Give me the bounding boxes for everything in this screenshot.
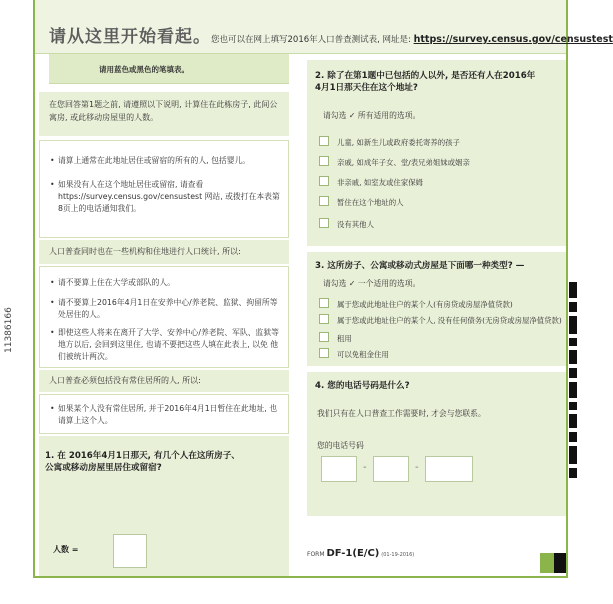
bullet-dot: • <box>50 328 55 337</box>
checkbox[interactable] <box>319 136 329 146</box>
checkbox[interactable] <box>319 332 329 342</box>
question-4-text: 您的电话号码是什么? <box>327 381 410 391</box>
form-prefix: FORM <box>307 551 325 558</box>
intro-text: 在您回答第1题之前, 请遵照以下说明, 计算住在此栋房子, 此间公寓房, 或此移动房屋里的人数。 <box>49 100 278 122</box>
list-item: • 请算上通常在此地址居住或留宿的所有的人, 包括婴儿。 <box>50 156 251 165</box>
institutions-list <box>39 266 289 368</box>
phone-separator: - <box>415 462 419 473</box>
question-2: 2. 除了在第1题中已包括的人以外, 是否还有人在2016年4月1日那天住在这个地址? 请勾选 ✓ 所有适用的选项。 儿童, 如新生儿或政府委托寄养的孩子 亲戚, 如成年子女、堂/表兄弟姐妹或姻亲 非亲戚, 如室友或住家保姆 暂住在这个地址的人 没有其他人 <box>307 60 566 246</box>
people-count-label: 人数 = <box>53 545 79 554</box>
pen-instruction: 请用蓝色或黑色的笔填表。 <box>99 65 189 74</box>
census-url-link[interactable]: https://survey.census.gov/censustest <box>413 34 613 45</box>
phone-area-code-input[interactable] <box>321 456 357 482</box>
question-1 <box>39 436 289 576</box>
people-count-input[interactable] <box>113 534 147 568</box>
right-column <box>307 60 566 574</box>
bullet-dot: • <box>50 404 55 413</box>
checkbox[interactable] <box>319 176 329 186</box>
list-item: • 请不要算上2016年4月1日在安养中心/养老院、监狱、拘留所等处居住的人。 <box>50 298 278 319</box>
list-item: • 请不要算上住在大学或部队的人。 <box>50 278 175 287</box>
bullet-dot: • <box>50 180 55 189</box>
question-4 <box>307 372 566 516</box>
barcode-bar <box>569 402 577 410</box>
no-home-intro: 人口普查必须包括没有常住居所的人, 所以: <box>49 376 201 385</box>
checkbox[interactable] <box>319 196 329 206</box>
form-date: (01-19-2016) <box>381 552 415 558</box>
barcode-bar <box>569 382 577 398</box>
question-1-text: 在 2016年4月1日那天, 有几个人在这所房子、公寓或移动房屋里居住或留宿? <box>45 451 240 473</box>
corner-black-mark <box>554 553 566 573</box>
barcode-bar <box>569 432 577 442</box>
checkbox[interactable] <box>319 218 329 228</box>
question-1-title <box>45 450 245 474</box>
side-id-text: 11386166 <box>4 307 14 353</box>
question-2-instruction: 请勾选 ✓ 所有适用的选项。 <box>323 111 421 120</box>
phone-label: 您的电话号码 <box>317 441 364 450</box>
barcode-bar <box>569 302 577 312</box>
side-id-code <box>3 290 15 353</box>
question-3: 3. 这所房子、公寓或移动式房屋是下面哪一种类型? — 请勾选 ✓ 一个适用的选项。 属于您或此地址住户的某个人(有房贷或房屋净值贷款) 属于您或此地址住户的某个人, 没有任何债务(无房贷或房屋净值贷款) 租用 可以免租金住用 <box>307 252 566 366</box>
question-3-number: 3. <box>315 261 325 271</box>
question-3-text: 这所房子、公寓或移动式房屋是下面哪一种类型? — <box>327 261 525 271</box>
list-item: • 如果没有人在这个地址居住或留宿, 请查看https://survey.census.gov/censustest 网站, 或拨打在本表第8页上的电话通知我们。 <box>50 180 280 213</box>
checkbox[interactable] <box>319 314 329 324</box>
barcode-bar <box>569 468 577 478</box>
no-home-list <box>39 394 289 434</box>
online-note: 您也可以在网上填写2016年人口普查测试表, 网址是: <box>211 35 414 45</box>
barcode <box>569 282 577 480</box>
barcode-bar <box>569 446 577 464</box>
intro-box <box>39 92 289 136</box>
pen-instruction-banner <box>49 54 289 84</box>
barcode-bar <box>569 282 577 298</box>
barcode-bar <box>569 316 577 334</box>
barcode-bar <box>569 338 577 346</box>
question-1-number: 1. <box>45 451 55 461</box>
institutions-intro: 人口普查同时也在一些机构和住地进行人口统计, 所以: <box>49 247 241 256</box>
form-footer <box>307 548 414 559</box>
barcode-bar <box>569 414 577 428</box>
corner-green-mark <box>540 553 554 573</box>
phone-prefix-input[interactable] <box>373 456 409 482</box>
question-3-instruction: 请勾选 ✓ 一个适用的选项。 <box>323 279 421 288</box>
census-form <box>33 0 613 578</box>
form-header <box>35 0 613 54</box>
list-item: • 即使这些人将来在离开了大学、安养中心/养老院、军队、监狱等 地方以后, 会回到这里住, 也请不要把这些人填在此表上, 以免 他们被统计两次。 <box>50 328 279 361</box>
question-2-text: 除了在第1题中已包括的人以外, 是否还有人在2016年4月1日那天住在这个地址? <box>315 71 536 93</box>
institutions-intro-box <box>39 240 289 264</box>
barcode-bar <box>569 350 577 364</box>
list-item: • 如果某个人没有常住居所, 并于2016年4月1日暂住在此地址, 也请算上这个人。 <box>50 404 278 425</box>
bullet-dot: • <box>50 278 55 287</box>
include-list <box>39 140 289 238</box>
question-3-title <box>315 260 555 272</box>
checkbox[interactable] <box>319 298 329 308</box>
question-2-title <box>315 70 540 94</box>
contact-note: 我们只有在人口普查工作需要时, 才会与您联系。 <box>317 409 486 418</box>
header-line <box>49 22 613 47</box>
form-code: DF-1(E/C) <box>326 548 380 559</box>
checkbox[interactable] <box>319 348 329 358</box>
question-4-number: 4. <box>315 381 325 391</box>
phone-line-number-input[interactable] <box>425 456 473 482</box>
checkbox[interactable] <box>319 156 329 166</box>
question-2-number: 2. <box>315 71 325 81</box>
page-title: 请从这里开始看起。 <box>49 27 211 47</box>
question-4-title <box>315 380 555 392</box>
no-home-intro-box <box>39 370 289 392</box>
phone-separator: - <box>363 462 367 473</box>
bullet-dot: • <box>50 156 55 165</box>
barcode-bar <box>569 368 577 378</box>
bullet-dot: • <box>50 298 55 307</box>
